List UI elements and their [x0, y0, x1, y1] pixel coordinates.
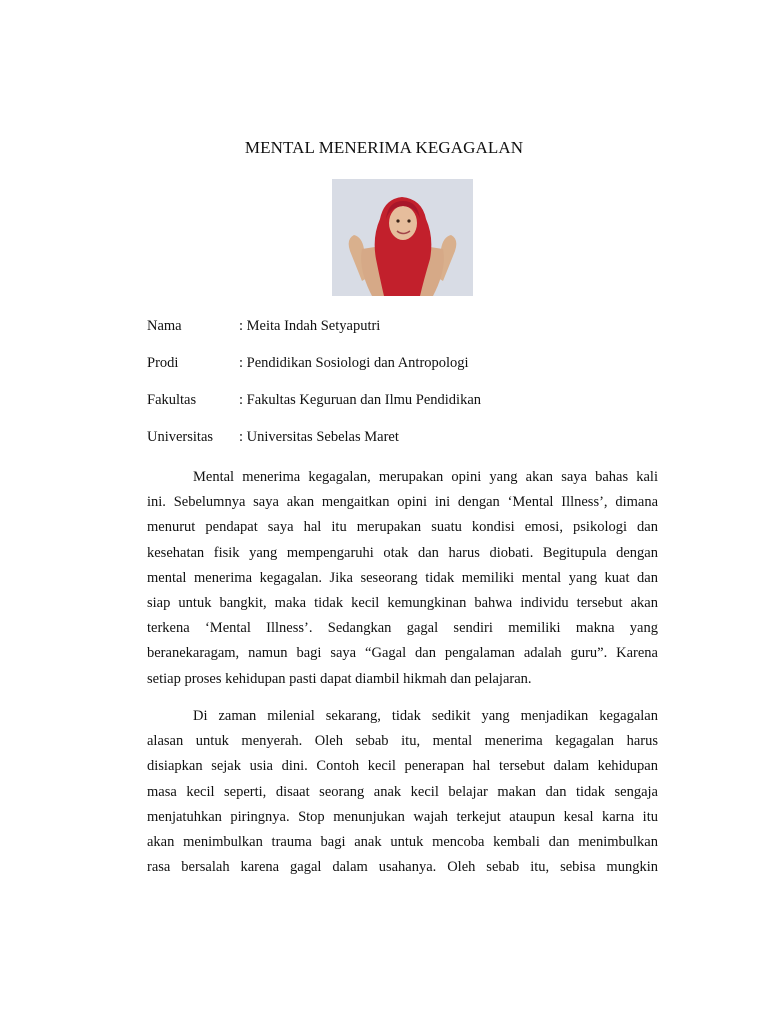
portrait-illustration: [332, 179, 473, 296]
bio-label: Prodi: [147, 355, 179, 371]
paragraph-line: menurut pendapat saya hal itu merupakan suatu kondisi emosi, psikologi dan: [147, 519, 658, 536]
bio-label: Nama: [147, 318, 182, 334]
bio-value: : Fakultas Keguruan dan Ilmu Pendidikan: [239, 392, 482, 408]
paragraph-line: disiapkan sejak usia dini. Contoh kecil penerapan hal tersebut dalam kehidupan: [147, 758, 658, 775]
bio-row-prodi: [147, 355, 667, 392]
paragraph-line: akan menimbulkan trauma bagi anak untuk mencoba kembali dan menimbulkan: [147, 833, 658, 850]
portrait-photo: [332, 179, 473, 296]
paragraph-line: mental menerima kegagalan. Jika seseorang tidak memiliki mental yang kuat dan: [147, 569, 658, 586]
paragraph-line: menjatuhkan piringnya. Stop menunjukan wajah terkejut ataupun kesal karna itu: [147, 808, 658, 825]
bio-label: Universitas: [147, 429, 214, 445]
bio-label: Fakultas: [147, 392, 197, 408]
paragraph-line: beranekaragam, namun bagi saya “Gagal dan pengalaman adalah guru”. Karena: [147, 645, 658, 662]
paragraph-line: terkena ‘Mental Illness’. Sedangkan gagal sendiri memiliki makna yang: [147, 620, 658, 637]
paragraph-line: Di zaman milenial sekarang, tidak sedikit yang menjadikan kegagalan: [193, 708, 658, 724]
paragraph-line: setiap proses kehidupan pasti dapat diambil hikmah dan pelajaran.: [147, 670, 532, 687]
paragraph-line: masa kecil seperti, disaat seorang anak kecil belajar makan dan tidak sengaja: [147, 783, 658, 800]
bio-section: [147, 318, 667, 466]
paragraph-1: [147, 465, 658, 692]
paragraph-line: kesehatan fisik yang mempengaruhi otak dan harus diobati. Begitupula dengan: [147, 544, 658, 561]
paragraph-line: alasan untuk menyerah. Oleh sebab itu, mental menerima kegagalan harus: [147, 733, 658, 750]
paragraph-line: siap untuk bangkit, maka tidak kecil kemungkinan bahwa individu tersebut akan: [147, 594, 658, 611]
page-title: MENTAL MENERIMA KEGAGALAN: [244, 138, 524, 157]
paragraph-line: ini. Sebelumnya saya akan mengaitkan opini ini dengan ‘Mental Illness’, dimana: [147, 494, 658, 511]
bio-row-fakultas: [147, 392, 667, 429]
bio-value: : Meita Indah Setyaputri: [239, 318, 381, 334]
paragraph-2: [147, 704, 658, 880]
bio-value: : Universitas Sebelas Maret: [239, 429, 399, 445]
paragraph-line: Mental menerima kegagalan, merupakan opini yang akan saya bahas kali: [193, 469, 658, 485]
bio-row-nama: [147, 318, 667, 355]
paragraph-line: rasa bersalah karena gagal dalam usahanya. Oleh sebab itu, sebisa mungkin: [147, 859, 658, 876]
bio-row-universitas: [147, 429, 667, 466]
bio-value: : Pendidikan Sosiologi dan Antropologi: [239, 355, 469, 371]
